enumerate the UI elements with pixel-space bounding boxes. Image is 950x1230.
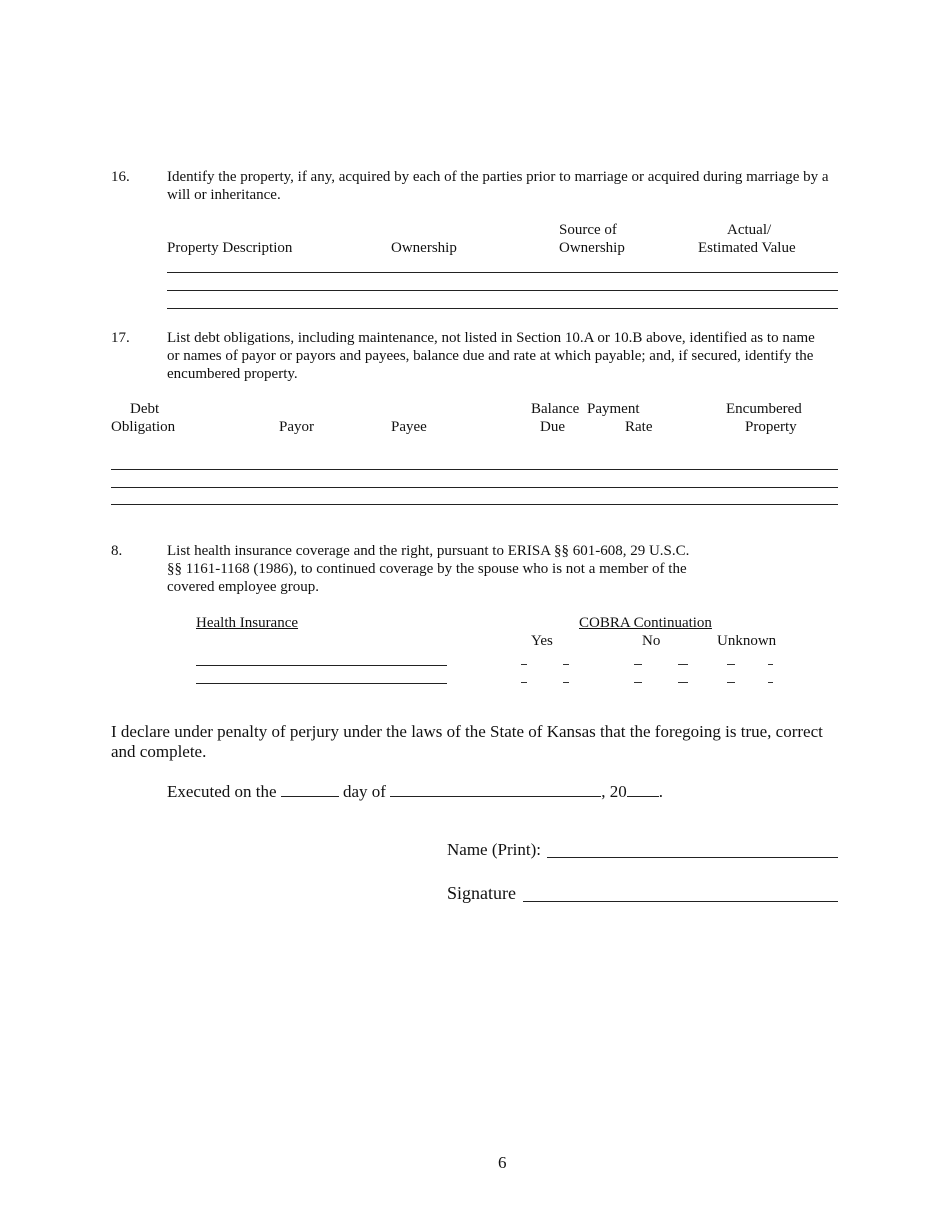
cobra-unknown-blank[interactable] xyxy=(768,682,773,683)
cobra-no-blank[interactable] xyxy=(634,664,642,665)
col-payment-rate-1: Payment xyxy=(587,401,640,417)
health-insurance-heading: Health Insurance xyxy=(196,615,299,631)
executed-mid: day of xyxy=(343,782,386,801)
cobra-yes-blank[interactable] xyxy=(563,664,569,665)
section-18-text-line1: List health insurance coverage and the right, pursuant to ERISA §§ 601-608, 29 U.S.C. xyxy=(167,543,690,559)
cobra-continuation-heading: COBRA Continuation xyxy=(579,615,712,631)
cobra-unknown-label: Unknown xyxy=(717,633,777,649)
executed-prefix: Executed on the xyxy=(167,782,277,801)
section-16-text: Identify the property, if any, acquired by each of the parties prior to marriage or acquired during marriage by a will or inheritance. xyxy=(167,169,829,203)
col-encumbered-property-2: Property xyxy=(745,419,797,435)
col-source-of-ownership-1: Source of xyxy=(559,222,617,238)
executed-end: . xyxy=(658,782,663,801)
health-insurance-entry-line[interactable] xyxy=(196,683,447,684)
signature-line[interactable] xyxy=(523,901,838,902)
col-actual-value-1: Actual/ xyxy=(727,222,772,238)
section-17-entry-line[interactable] xyxy=(111,469,838,470)
section-16-entry-line[interactable] xyxy=(167,308,838,309)
section-18-text-line2: §§ 1161-1168 (1986), to continued coverage by the spouse who is not a member of the xyxy=(167,561,687,577)
col-payee: Payee xyxy=(391,419,427,435)
cobra-yes-blank[interactable] xyxy=(521,682,527,683)
section-17-number: 17. xyxy=(111,330,130,346)
cobra-no-blank[interactable] xyxy=(634,682,642,683)
cobra-no-label: No xyxy=(642,633,661,649)
col-balance-due-2: Due xyxy=(540,419,565,435)
cobra-yes-blank[interactable] xyxy=(563,682,569,683)
section-16-entry-line[interactable] xyxy=(167,290,838,291)
name-print-label: Name (Print): xyxy=(447,840,541,859)
cobra-unknown-blank[interactable] xyxy=(727,682,735,683)
cobra-yes-label: Yes xyxy=(531,633,553,649)
executed-year-prefix: , 20 xyxy=(601,782,627,801)
cobra-unknown-blank[interactable] xyxy=(727,664,735,665)
col-debt-obligation-1: Debt xyxy=(130,401,160,417)
section-16-number: 16. xyxy=(111,169,130,185)
declaration-text: I declare under penalty of perjury under the laws of the State of Kansas that the foregoing is true, correct and complete. xyxy=(111,722,823,761)
col-payor: Payor xyxy=(279,419,314,435)
col-encumbered-property-1: Encumbered xyxy=(726,401,802,417)
section-17-entry-line[interactable] xyxy=(111,504,838,505)
col-payment-rate-2: Rate xyxy=(625,419,653,435)
health-insurance-entry-line[interactable] xyxy=(196,665,447,666)
section-17-entry-line[interactable] xyxy=(111,487,838,488)
section-18-text-line3: covered employee group. xyxy=(167,579,320,595)
executed-line xyxy=(167,781,663,802)
col-source-of-ownership-2: Ownership xyxy=(559,240,625,256)
signature-label: Signature xyxy=(447,883,516,903)
section-16-entry-line[interactable] xyxy=(167,272,838,273)
cobra-no-blank[interactable] xyxy=(678,664,688,665)
executed-day-blank[interactable] xyxy=(281,781,339,797)
col-balance-due-1: Balance xyxy=(531,401,580,417)
col-ownership: Ownership xyxy=(391,240,457,256)
cobra-unknown-blank[interactable] xyxy=(768,664,773,665)
cobra-no-blank[interactable] xyxy=(678,682,688,683)
section-17-text: List debt obligations, including maintenance, not listed in Section 10.A or 10.B above, identified as to name or names of payor or payors and payees, balance due and rate at which payable; and, if secured, identify the encumbered property. xyxy=(167,330,815,382)
page-number: 6 xyxy=(498,1153,507,1172)
name-print-line[interactable] xyxy=(547,857,838,858)
col-actual-value-2: Estimated Value xyxy=(698,240,796,256)
col-debt-obligation-2: Obligation xyxy=(111,419,176,435)
col-property-description: Property Description xyxy=(167,240,293,256)
executed-month-blank[interactable] xyxy=(390,781,601,797)
cobra-yes-blank[interactable] xyxy=(521,664,527,665)
executed-year-blank[interactable] xyxy=(627,781,659,797)
section-18-number: 8. xyxy=(111,543,123,559)
